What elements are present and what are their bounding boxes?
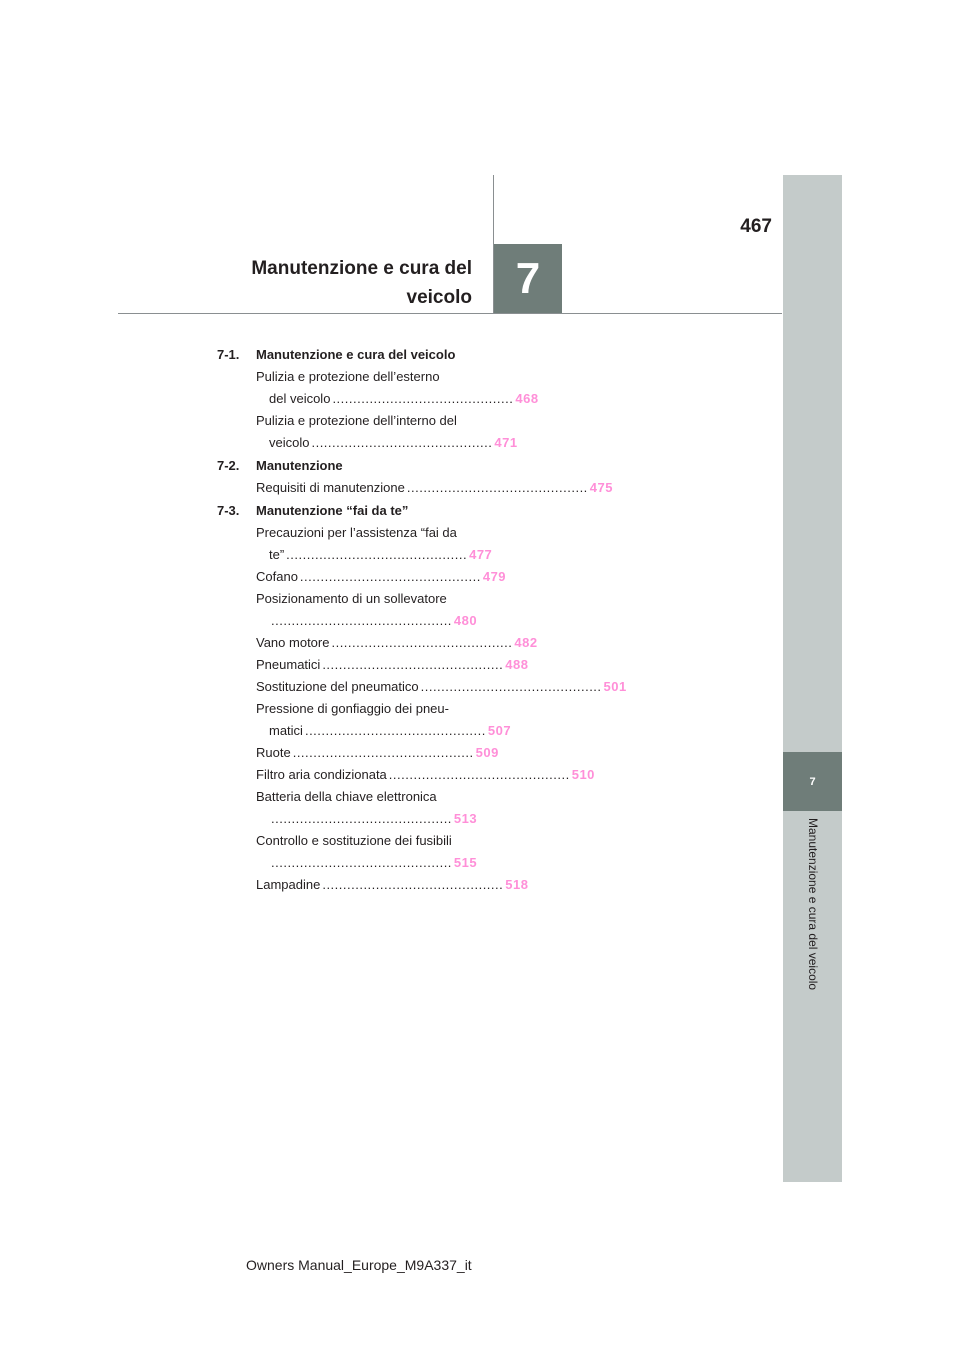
page-link[interactable]: 468 <box>515 391 539 406</box>
leader-dots: ............................................ <box>331 635 513 650</box>
footer-document-id: Owners Manual_Europe_M9A337_it <box>246 1257 472 1273</box>
toc-section-7-2[interactable] <box>217 454 467 477</box>
page-link[interactable]: 482 <box>514 635 538 650</box>
side-chapter-label: Manutenzione e cura del veicolo <box>806 818 820 991</box>
entry-text: Filtro aria condizionata <box>256 767 387 782</box>
toc-entry-bulbs[interactable] <box>217 874 529 896</box>
entry-text: Controllo e sostituzione dei fusibili <box>256 833 452 848</box>
page-link[interactable]: 471 <box>494 435 518 450</box>
section-title: Manutenzione <box>256 458 343 473</box>
toc-entry-tires[interactable] <box>217 654 529 676</box>
section-title: Manutenzione “fai da te” <box>256 503 409 518</box>
page-link[interactable]: 480 <box>453 613 478 628</box>
entry-text-cont: te” <box>269 547 285 562</box>
entry-text-cont: del veicolo <box>269 391 331 406</box>
leader-dots: ............................................ <box>292 745 474 760</box>
page-link[interactable]: 510 <box>571 767 595 782</box>
leader-dots: ............................................ <box>322 657 504 672</box>
page-link[interactable]: 501 <box>603 679 627 694</box>
section-number: 7-2. <box>217 458 240 473</box>
page-link[interactable]: 515 <box>453 855 478 870</box>
entry-text: Requisiti di manutenzione <box>256 480 405 495</box>
side-chapter-tab[interactable]: 7 <box>783 752 842 811</box>
entry-text: Precauzioni per l’assistenza “fai da <box>256 525 457 540</box>
page-link[interactable]: 509 <box>475 745 499 760</box>
toc-entry-ac-filter[interactable] <box>217 764 595 786</box>
toc-entry-key-battery[interactable] <box>217 786 478 830</box>
toc-entry-maintenance-requirements[interactable] <box>217 477 613 499</box>
entry-text: Batteria della chiave elettronica <box>256 789 437 804</box>
toc-entry-tire-pressure[interactable] <box>217 698 512 742</box>
page-link[interactable]: 477 <box>469 547 493 562</box>
leader-dots: ............................................ <box>271 855 452 870</box>
page-link[interactable]: 513 <box>453 811 478 826</box>
entry-text: Cofano <box>256 569 298 584</box>
leader-dots: ............................................ <box>299 569 481 584</box>
toc-entry-hood[interactable] <box>217 566 507 588</box>
section-number: 7-1. <box>217 347 240 362</box>
entry-text: Sostituzione del pneumatico <box>256 679 419 694</box>
entry-text: Ruote <box>256 745 291 760</box>
entry-text: Vano motore <box>256 635 330 650</box>
leader-dots: ............................................ <box>286 547 468 562</box>
toc-section-7-3[interactable] <box>217 499 467 522</box>
toc-entry-tire-replacement[interactable] <box>217 676 627 698</box>
toc-entry-interior-cleaning[interactable] <box>217 410 518 454</box>
chapter-title <box>200 254 472 312</box>
leader-dots: ............................................ <box>304 723 486 738</box>
chapter-title-line1: Manutenzione e cura del <box>251 258 472 279</box>
entry-text: Pulizia e protezione dell’interno del <box>256 413 457 428</box>
toc-entry-jack-positioning[interactable] <box>217 588 478 632</box>
section-number: 7-3. <box>217 503 240 518</box>
entry-text: Lampadine <box>256 877 321 892</box>
chapter-number-box: 7 <box>494 244 562 313</box>
page-number: 467 <box>740 216 772 237</box>
page-link[interactable]: 507 <box>487 723 512 738</box>
entry-text-cont: veicolo <box>269 435 310 450</box>
toc-entry-fuses[interactable] <box>217 830 478 874</box>
side-thumb-strip <box>783 175 842 1182</box>
leader-dots: ............................................ <box>332 391 514 406</box>
chapter-title-line2: veicolo <box>406 287 472 308</box>
leader-dots: ............................................ <box>311 435 493 450</box>
leader-dots: ............................................ <box>322 877 504 892</box>
leader-dots: ............................................ <box>388 767 570 782</box>
leader-dots: ............................................ <box>420 679 602 694</box>
toc-entry-exterior-cleaning[interactable] <box>217 366 539 410</box>
toc-entry-engine-compartment[interactable] <box>217 632 538 654</box>
page-link[interactable]: 518 <box>505 877 529 892</box>
leader-dots: ............................................ <box>271 613 452 628</box>
page-link[interactable]: 479 <box>482 569 507 584</box>
entry-text: Posizionamento di un sollevatore <box>256 591 447 606</box>
entry-text: Pressione di gonfiaggio dei pneu- <box>256 701 449 716</box>
leader-dots: ............................................ <box>271 811 452 826</box>
entry-text-cont: matici <box>269 723 303 738</box>
entry-text: Pulizia e protezione dell’esterno <box>256 369 440 384</box>
table-of-contents <box>217 343 627 896</box>
page-link[interactable]: 475 <box>589 480 613 495</box>
header-horizontal-rule <box>118 313 782 314</box>
section-title: Manutenzione e cura del veicolo <box>256 347 456 362</box>
entry-text: Pneumatici <box>256 657 321 672</box>
toc-entry-diy-precautions[interactable] <box>217 522 493 566</box>
page-link[interactable]: 488 <box>505 657 529 672</box>
toc-section-7-1[interactable] <box>217 343 467 366</box>
leader-dots: ............................................ <box>406 480 588 495</box>
toc-entry-wheels[interactable] <box>217 742 499 764</box>
